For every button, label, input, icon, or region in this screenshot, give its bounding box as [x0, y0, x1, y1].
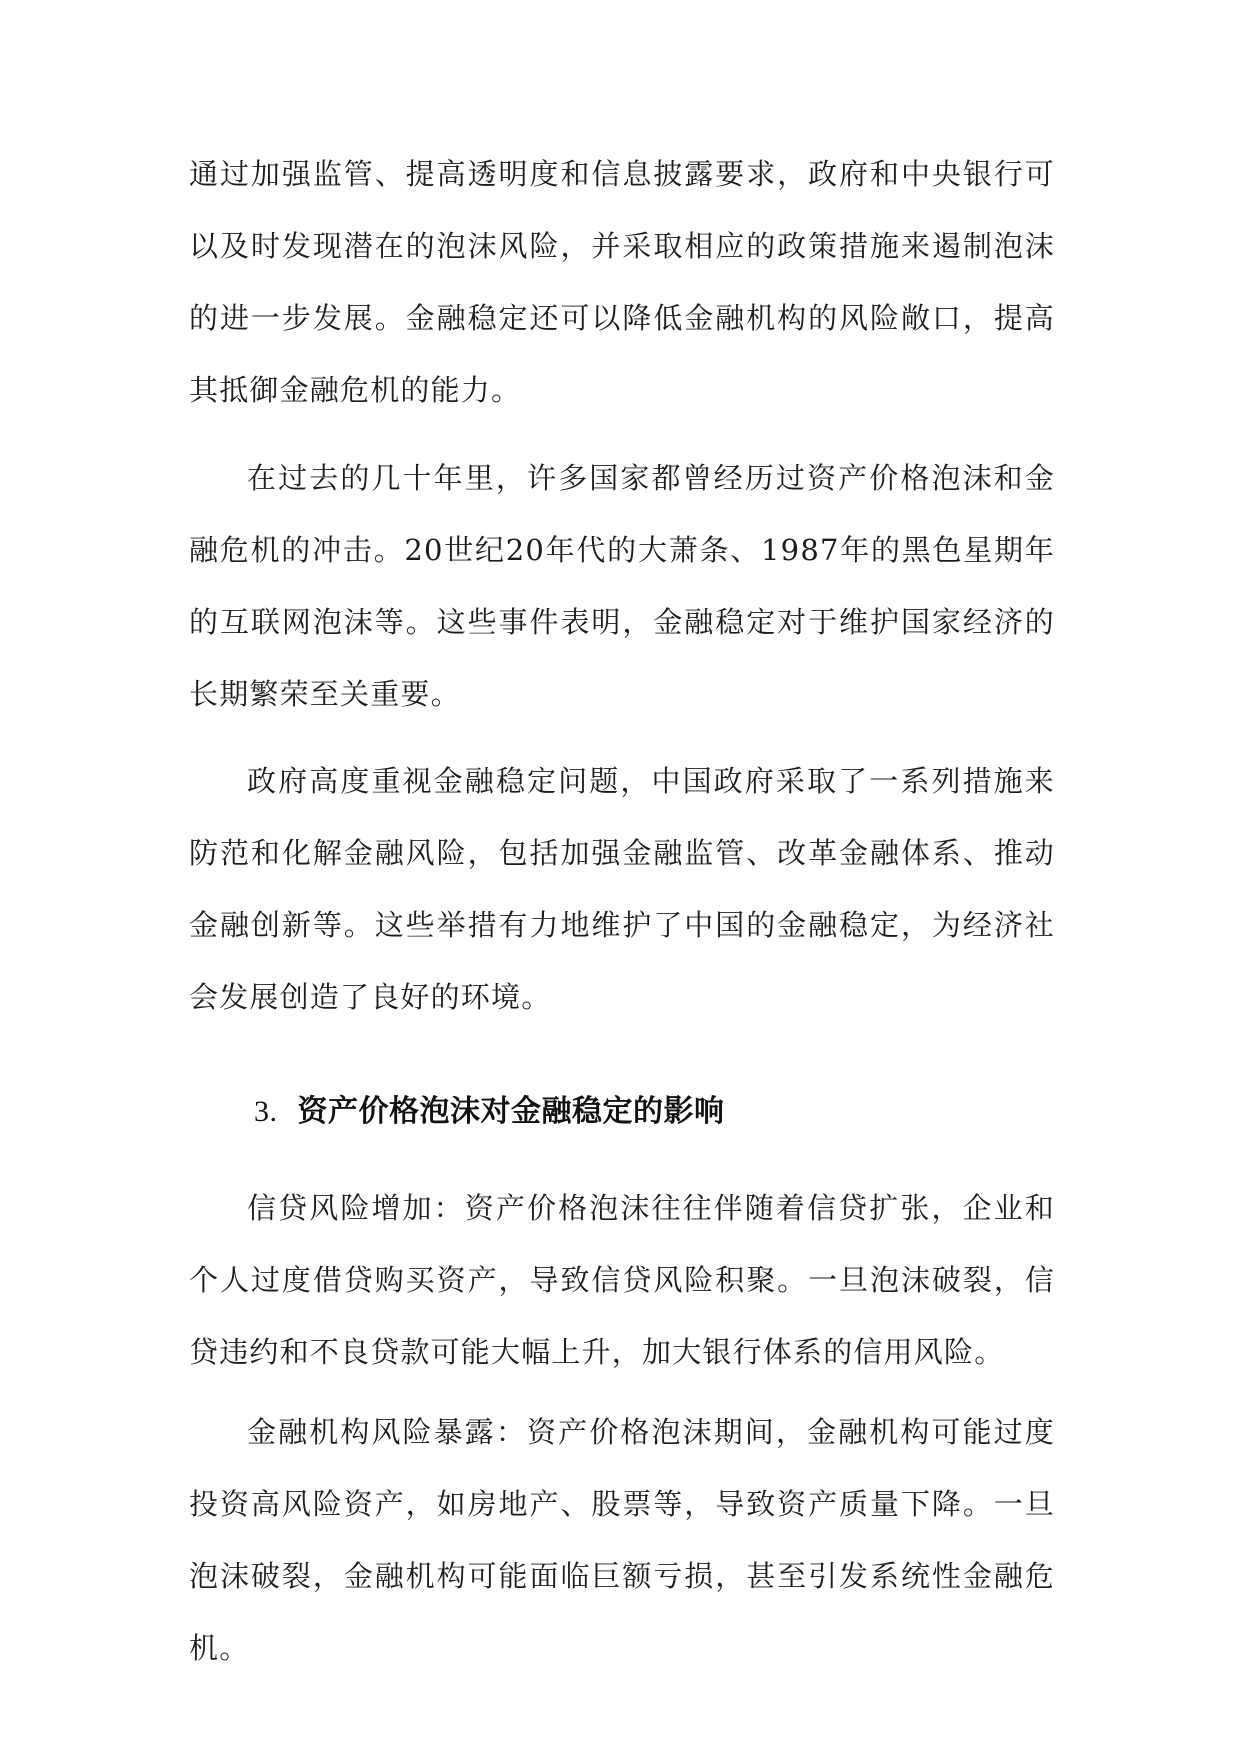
paragraph-government	[189, 745, 1055, 1033]
section-title: 资产价格泡沫对金融稳定的影响	[297, 1094, 725, 1129]
paragraph-regulation	[189, 138, 1055, 426]
paragraph-institution-risk	[189, 1396, 1055, 1684]
paragraph-text: 政府高度重视金融稳定问题，中国政府采取了一系列措施来防范和化解金融风险，包括加强金融监管、改革金融体系、推动金融创新等。这些举措有力地维护了中国的金融稳定，为经济社会发展创造了良好的环境。	[189, 764, 1055, 1014]
section-number: 3.	[254, 1095, 278, 1128]
paragraph-history	[189, 442, 1055, 730]
paragraph-text: 金融机构风险暴露：资产价格泡沫期间，金融机构可能过度投资高风险资产，如房地产、股票等，导致资产质量下降。一旦泡沫破裂，金融机构可能面临巨额亏损，甚至引发系统性金融危机。	[189, 1415, 1055, 1665]
paragraph-text: 信贷风险增加：资产价格泡沫往往伴随着信贷扩张，企业和个人过度借贷购买资产，导致信贷风险积聚。一旦泡沫破裂，信贷违约和不良贷款可能大幅上升，加大银行体系的信用风险。	[189, 1191, 1055, 1369]
paragraph-text: 在过去的几十年里，许多国家都曾经历过资产价格泡沫和金融危机的冲击。20世纪20年代的大萧条、1987年的黑色星期年的互联网泡沫等。这些事件表明，金融稳定对于维护国家经济的长期繁荣至关重要。	[189, 461, 1055, 711]
paragraph-text: 通过加强监管、提高透明度和信息披露要求，政府和中央银行可以及时发现潜在的泡沫风险，并采取相应的政策措施来遏制泡沫的进一步发展。金融稳定还可以降低金融机构的风险敞口，提高其抵御金融危机的能力。	[189, 157, 1055, 407]
paragraph-credit-risk	[189, 1172, 1055, 1388]
section-heading	[254, 1082, 725, 1142]
